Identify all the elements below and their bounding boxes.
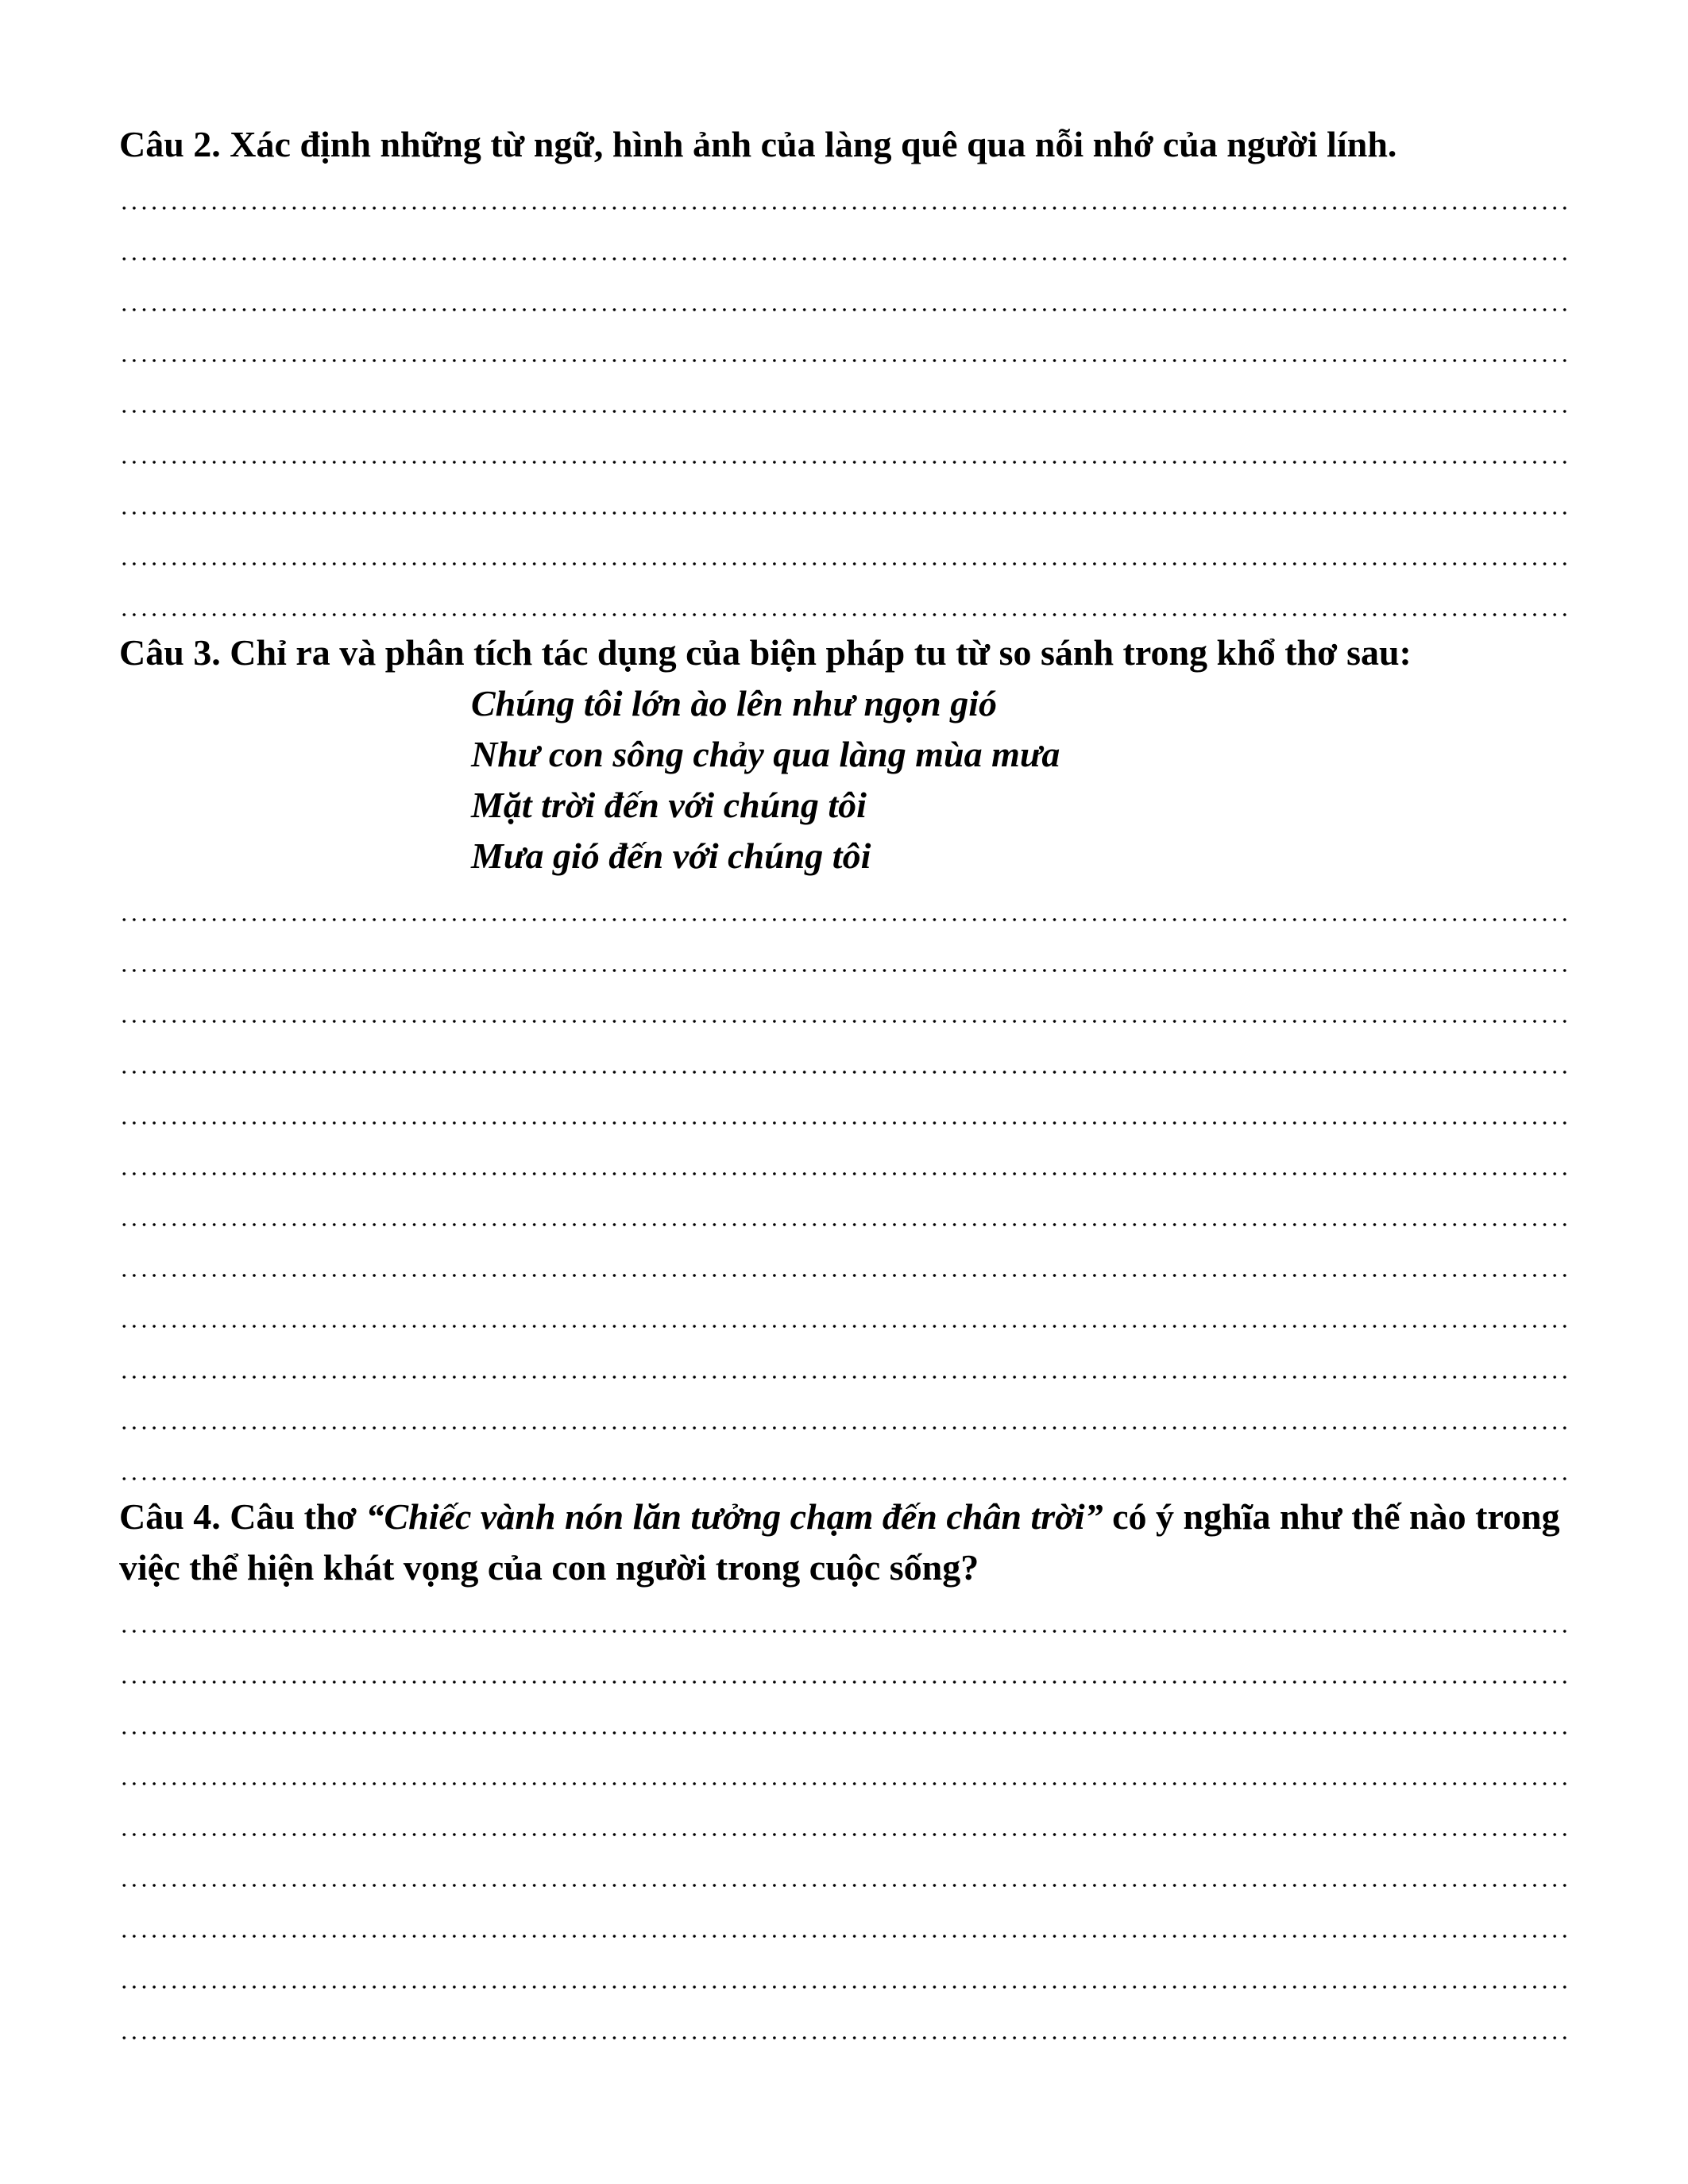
answer-line[interactable] [119,373,1573,424]
question-3-title: Câu 3. Chỉ ra và phân tích tác dụng của biện pháp tu từ so sánh trong khổ thơ sau: [119,632,1412,673]
answer-line[interactable] [119,577,1573,627]
question-3-answer-area [119,882,1573,1491]
answer-line[interactable] [119,983,1573,1034]
answer-line[interactable] [119,272,1573,322]
question-4-label-start: Câu 4. Câu thơ [119,1496,366,1537]
answer-line[interactable] [119,1237,1573,1288]
answer-line[interactable] [119,882,1573,932]
answer-line[interactable] [119,1949,1573,2000]
answer-line[interactable] [119,1085,1573,1136]
poem-line: Như con sông chảy qua làng mùa mưa [471,734,1060,774]
question-4-answer-area [119,1593,1573,2051]
poem-line: Mặt trời đến với chúng tôi [471,785,867,825]
answer-line[interactable] [119,1796,1573,1847]
answer-line[interactable] [119,170,1573,221]
question-2-answer-area [119,170,1573,627]
answer-line[interactable] [119,1695,1573,1746]
answer-line[interactable] [119,1034,1573,1085]
answer-line[interactable] [119,932,1573,983]
answer-line[interactable] [119,424,1573,475]
question-4-title [119,1491,1573,1593]
answer-line[interactable] [119,1339,1573,1390]
answer-line[interactable] [119,1746,1573,1796]
answer-line[interactable] [119,1898,1573,1949]
worksheet-page [119,119,1573,2051]
answer-line[interactable] [119,1644,1573,1695]
answer-line[interactable] [119,1390,1573,1441]
poem-line: Mưa gió đến với chúng tôi [471,835,871,876]
question-4-label-end: có ý nghĩa như thế nào trong việc thể hiện khát vọng của con người trong cuộc sống? [119,1496,1560,1588]
poem-stanza [471,678,1573,882]
poem-line: Chúng tôi lớn ào lên như ngọn gió [471,683,997,723]
answer-line[interactable] [119,1593,1573,1644]
answer-line[interactable] [119,2000,1573,2051]
question-2-title: Câu 2. Xác định những từ ngữ, hình ảnh của làng quê qua nỗi nhớ của người lính. [119,124,1397,164]
answer-line[interactable] [119,475,1573,526]
answer-line[interactable] [119,1441,1573,1491]
answer-line[interactable] [119,1847,1573,1898]
answer-line[interactable] [119,221,1573,272]
answer-line[interactable] [119,526,1573,577]
answer-line[interactable] [119,1288,1573,1339]
answer-line[interactable] [119,1136,1573,1187]
answer-line[interactable] [119,1187,1573,1237]
question-4-quote: “Chiếc vành nón lăn tưởng chạm đến chân trời” [365,1496,1103,1537]
answer-line[interactable] [119,322,1573,373]
